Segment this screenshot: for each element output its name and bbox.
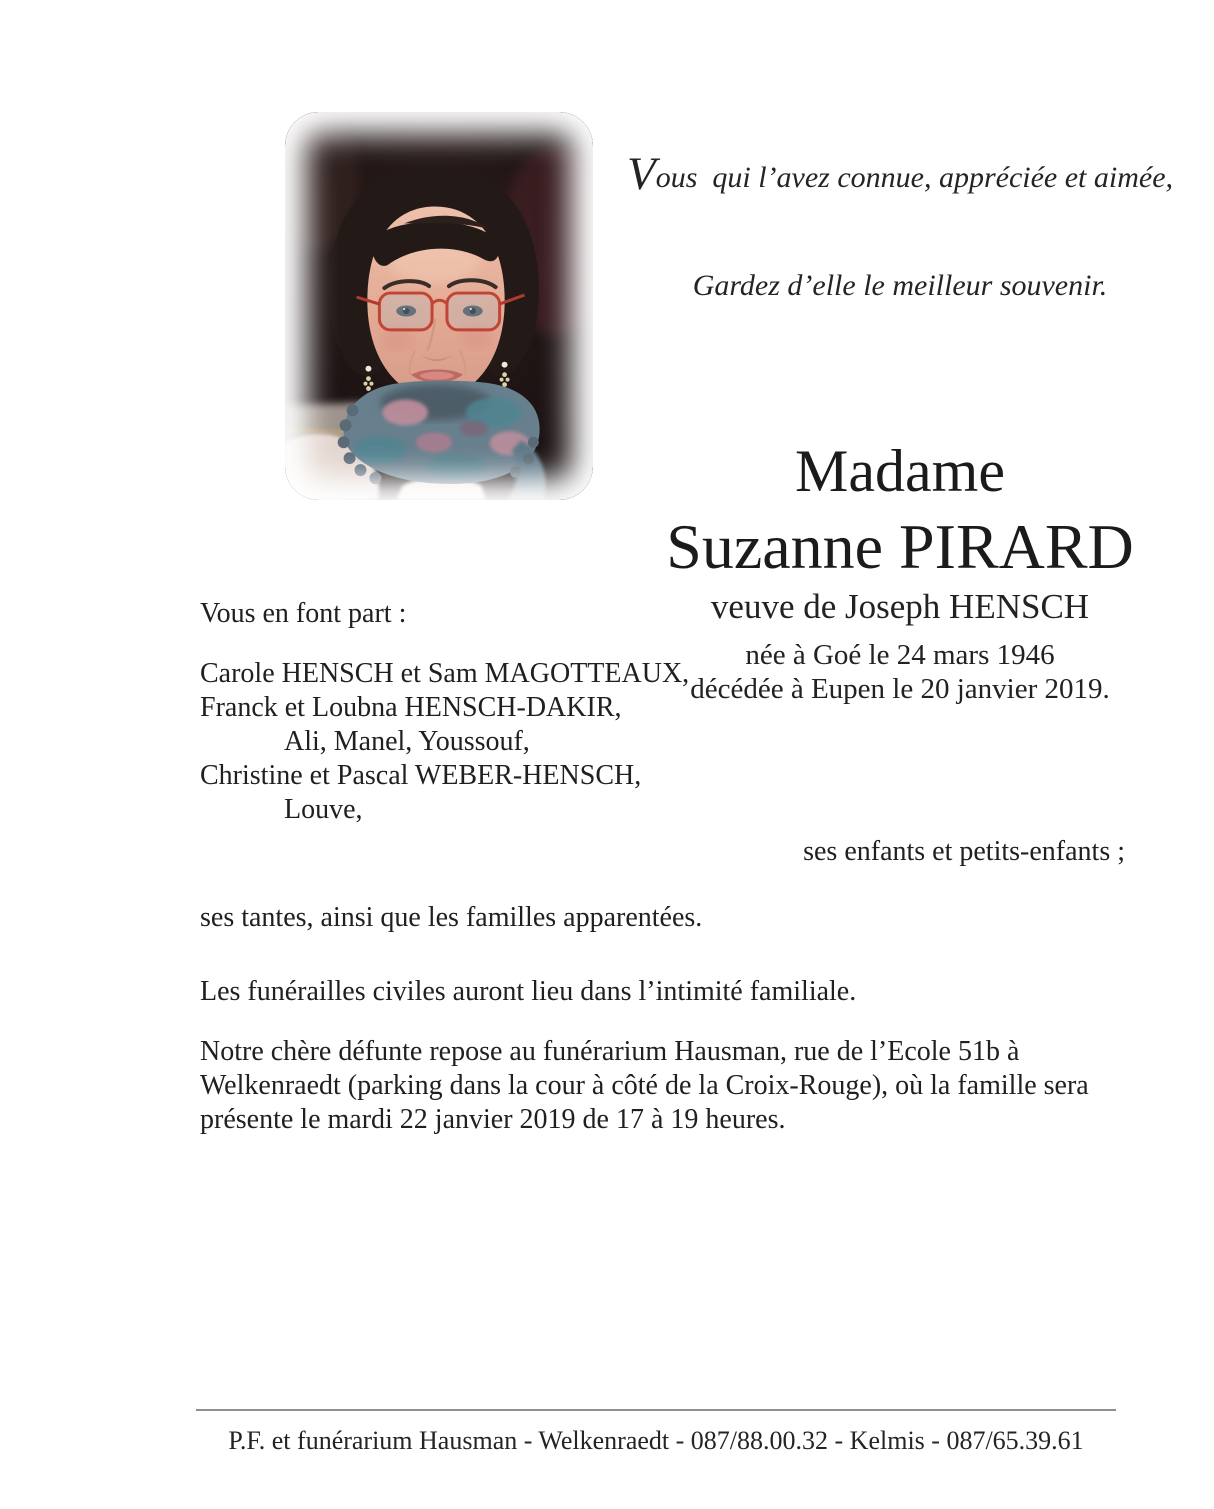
family-names-list: [200, 657, 1125, 827]
family-name-line: Louve,: [284, 794, 363, 825]
quote-line-1: [620, 148, 1180, 200]
family-name-line: Franck et Loubna HENSCH-DAKIR,: [200, 692, 622, 723]
portrait-photo: [285, 112, 593, 500]
quote-line-2: Gardez d’elle le meilleur souvenir.: [692, 269, 1108, 302]
family-name-line: Carole HENSCH et Sam MAGOTTEAUX,: [200, 658, 690, 689]
family-name-line: Ali, Manel, Youssouf,: [284, 726, 530, 757]
widow-line: veuve de Joseph HENSCH: [710, 587, 1090, 627]
family-name-line: Christine et Pascal WEBER-HENSCH,: [200, 760, 642, 791]
ceremony-line: Les funérailles civiles auront lieu dans l’intimité familiale.: [200, 976, 857, 1007]
relatives-line: ses tantes, ainsi que les familles apparentées.: [200, 902, 703, 933]
portrait-photo-drawing: [285, 112, 593, 500]
relation-line: ses enfants et petits-enfants ;: [803, 836, 1125, 867]
memorial-quote: [620, 88, 1180, 376]
repose-line-1: Notre chère défunte repose au funérarium Hausman, rue de l’Ecole 51b à: [200, 1036, 1020, 1067]
title-madame: Madame: [795, 438, 1005, 504]
quote-initial-letter: V: [626, 148, 656, 200]
footer-divider: [196, 1409, 1116, 1411]
deceased-name: Suzanne PIRARD: [666, 511, 1134, 582]
quote-line-1-text: ous qui l’avez connue, appréciée et aimée,: [655, 161, 1174, 194]
repose-line-3: présente le mardi 22 janvier 2019 de 17 à 19 heures.: [200, 1104, 786, 1135]
announcement-body: [200, 597, 1125, 1137]
funeral-home-info: P.F. et funérarium Hausman - Welkenraedt - 087/88.00.32 - Kelmis - 087/65.39.61: [228, 1426, 1084, 1455]
birth-line: née à Goé le 24 mars 1946: [745, 639, 1055, 672]
intro-line: Vous en font part :: [200, 598, 407, 629]
repose-line-2: Welkenraedt (parking dans la cour à côté de la Croix-Rouge), où la famille sera: [200, 1070, 1089, 1101]
death-line: décédée à Eupen le 20 janvier 2019.: [690, 673, 1110, 706]
repose-paragraph: [200, 1035, 1125, 1137]
